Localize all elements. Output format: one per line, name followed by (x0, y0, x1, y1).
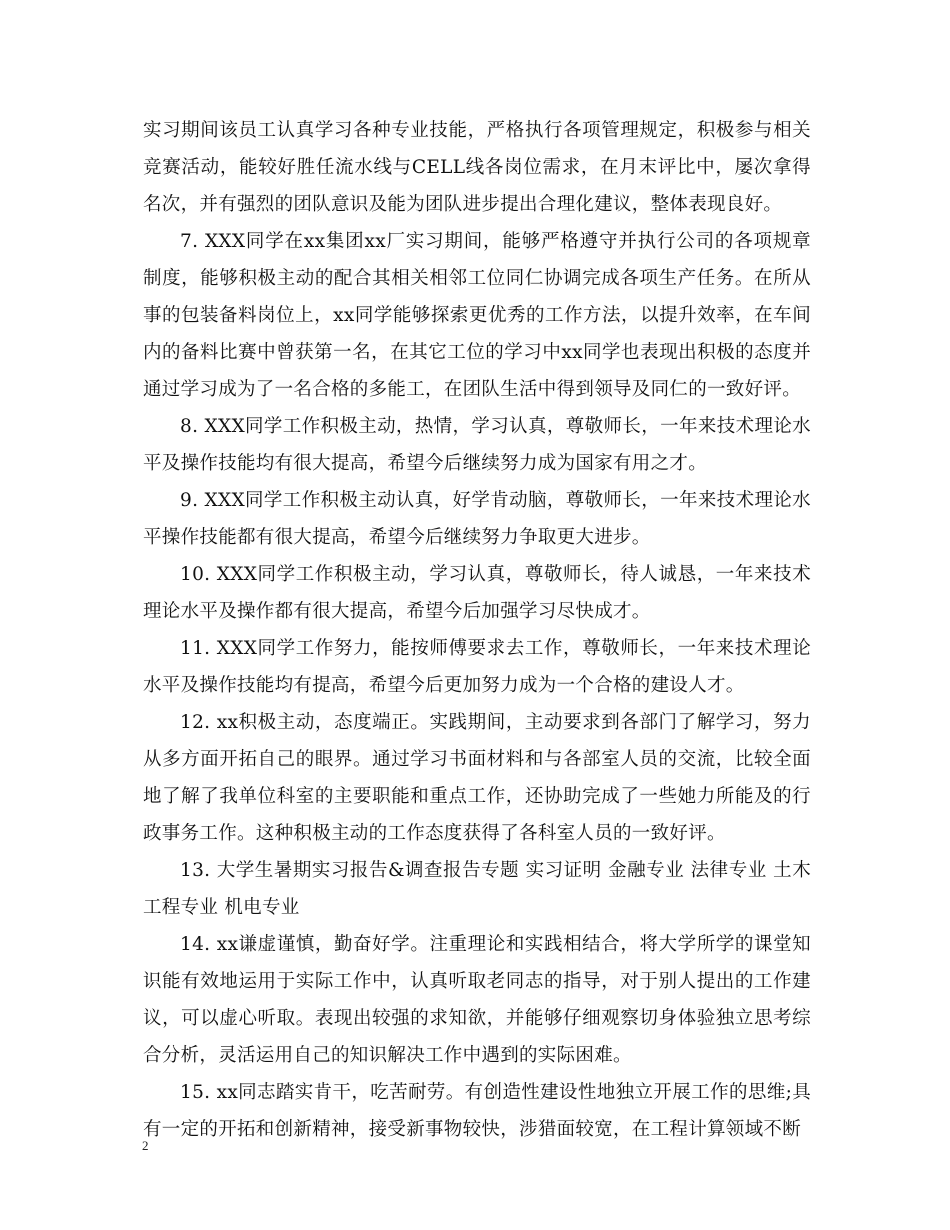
document-body (143, 112, 811, 1148)
paragraph-item-8: 8. XXX同学工作积极主动，热情，学习认真，尊敬师长，一年来技术理论水平及操作技能均有很大提高，希望今后继续努力成为国家有用之才。 (143, 416, 811, 474)
paragraph-item-13: 13. 大学生暑期实习报告&调查报告专题 实习证明 金融专业 法律专业 土木工程专业 机电专业 (143, 860, 811, 918)
paragraph-item-15: 15. xx同志踏实肯干，吃苦耐劳。有创造性建设性地独立开展工作的思维;具有一定的开拓和创新精神，接受新事物较快，涉猎面较宽，在工程计算领域不断 (143, 1082, 811, 1140)
paragraph-item-10: 10. XXX同学工作积极主动，学习认真，尊敬师长，待人诚恳，一年来技术理论水平及操作都有很大提高，希望今后加强学习尽快成才。 (143, 564, 811, 622)
paragraph-item-14: 14. xx谦虚谨慎，勤奋好学。注重理论和实践相结合，将大学所学的课堂知识能有效地运用于实际工作中，认真听取老同志的指导，对于别人提出的工作建议，可以虚心听取。表现出较强的求知欲，并能够仔细观察切身体验独立思考综合分析，灵活运用自己的知识解决工作中遇到的实际困难。 (143, 934, 811, 1066)
paragraph-continuation: 实习期间该员工认真学习各种专业技能，严格执行各项管理规定，积极参与相关竞赛活动，能较好胜任流水线与CELL线各岗位需求，在月末评比中，屡次拿得名次，并有强烈的团队意识及能为团队进步提出合理化建议，整体表现良好。 (143, 120, 811, 215)
paragraph-item-11: 11. XXX同学工作努力，能按师傅要求去工作，尊敬师长，一年来技术理论水平及操作技能均有提高，希望今后更加努力成为一个合格的建设人才。 (143, 638, 811, 696)
paragraph-item-7: 7. XXX同学在xx集团xx厂实习期间，能够严格遵守并执行公司的各项规章制度，能够积极主动的配合其相关相邻工位同仁协调完成各项生产任务。在所从事的包装备料岗位上，xx同学能够探索更优秀的工作方法，以提升效率，在车间内的备料比赛中曾获第一名，在其它工位的学习中xx同学也表现出积极的态度并通过学习成为了一名合格的多能工，在团队生活中得到领导及同仁的一致好评。 (143, 231, 811, 400)
paragraph-item-12: 12. xx积极主动，态度端正。实践期间，主动要求到各部门了解学习，努力从多方面开拓自己的眼界。通过学习书面材料和与各部室人员的交流，比较全面地了解了我单位科室的主要职能和重点工作，还协助完成了一些她力所能及的行政事务工作。这种积极主动的工作态度获得了各科室人员的一致好评。 (143, 712, 811, 844)
paragraph-item-9: 9. XXX同学工作积极主动认真，好学肯动脑，尊敬师长，一年来技术理论水平操作技能都有很大提高，希望今后继续努力争取更大进步。 (143, 490, 811, 548)
page-number: 2 (142, 1138, 149, 1153)
